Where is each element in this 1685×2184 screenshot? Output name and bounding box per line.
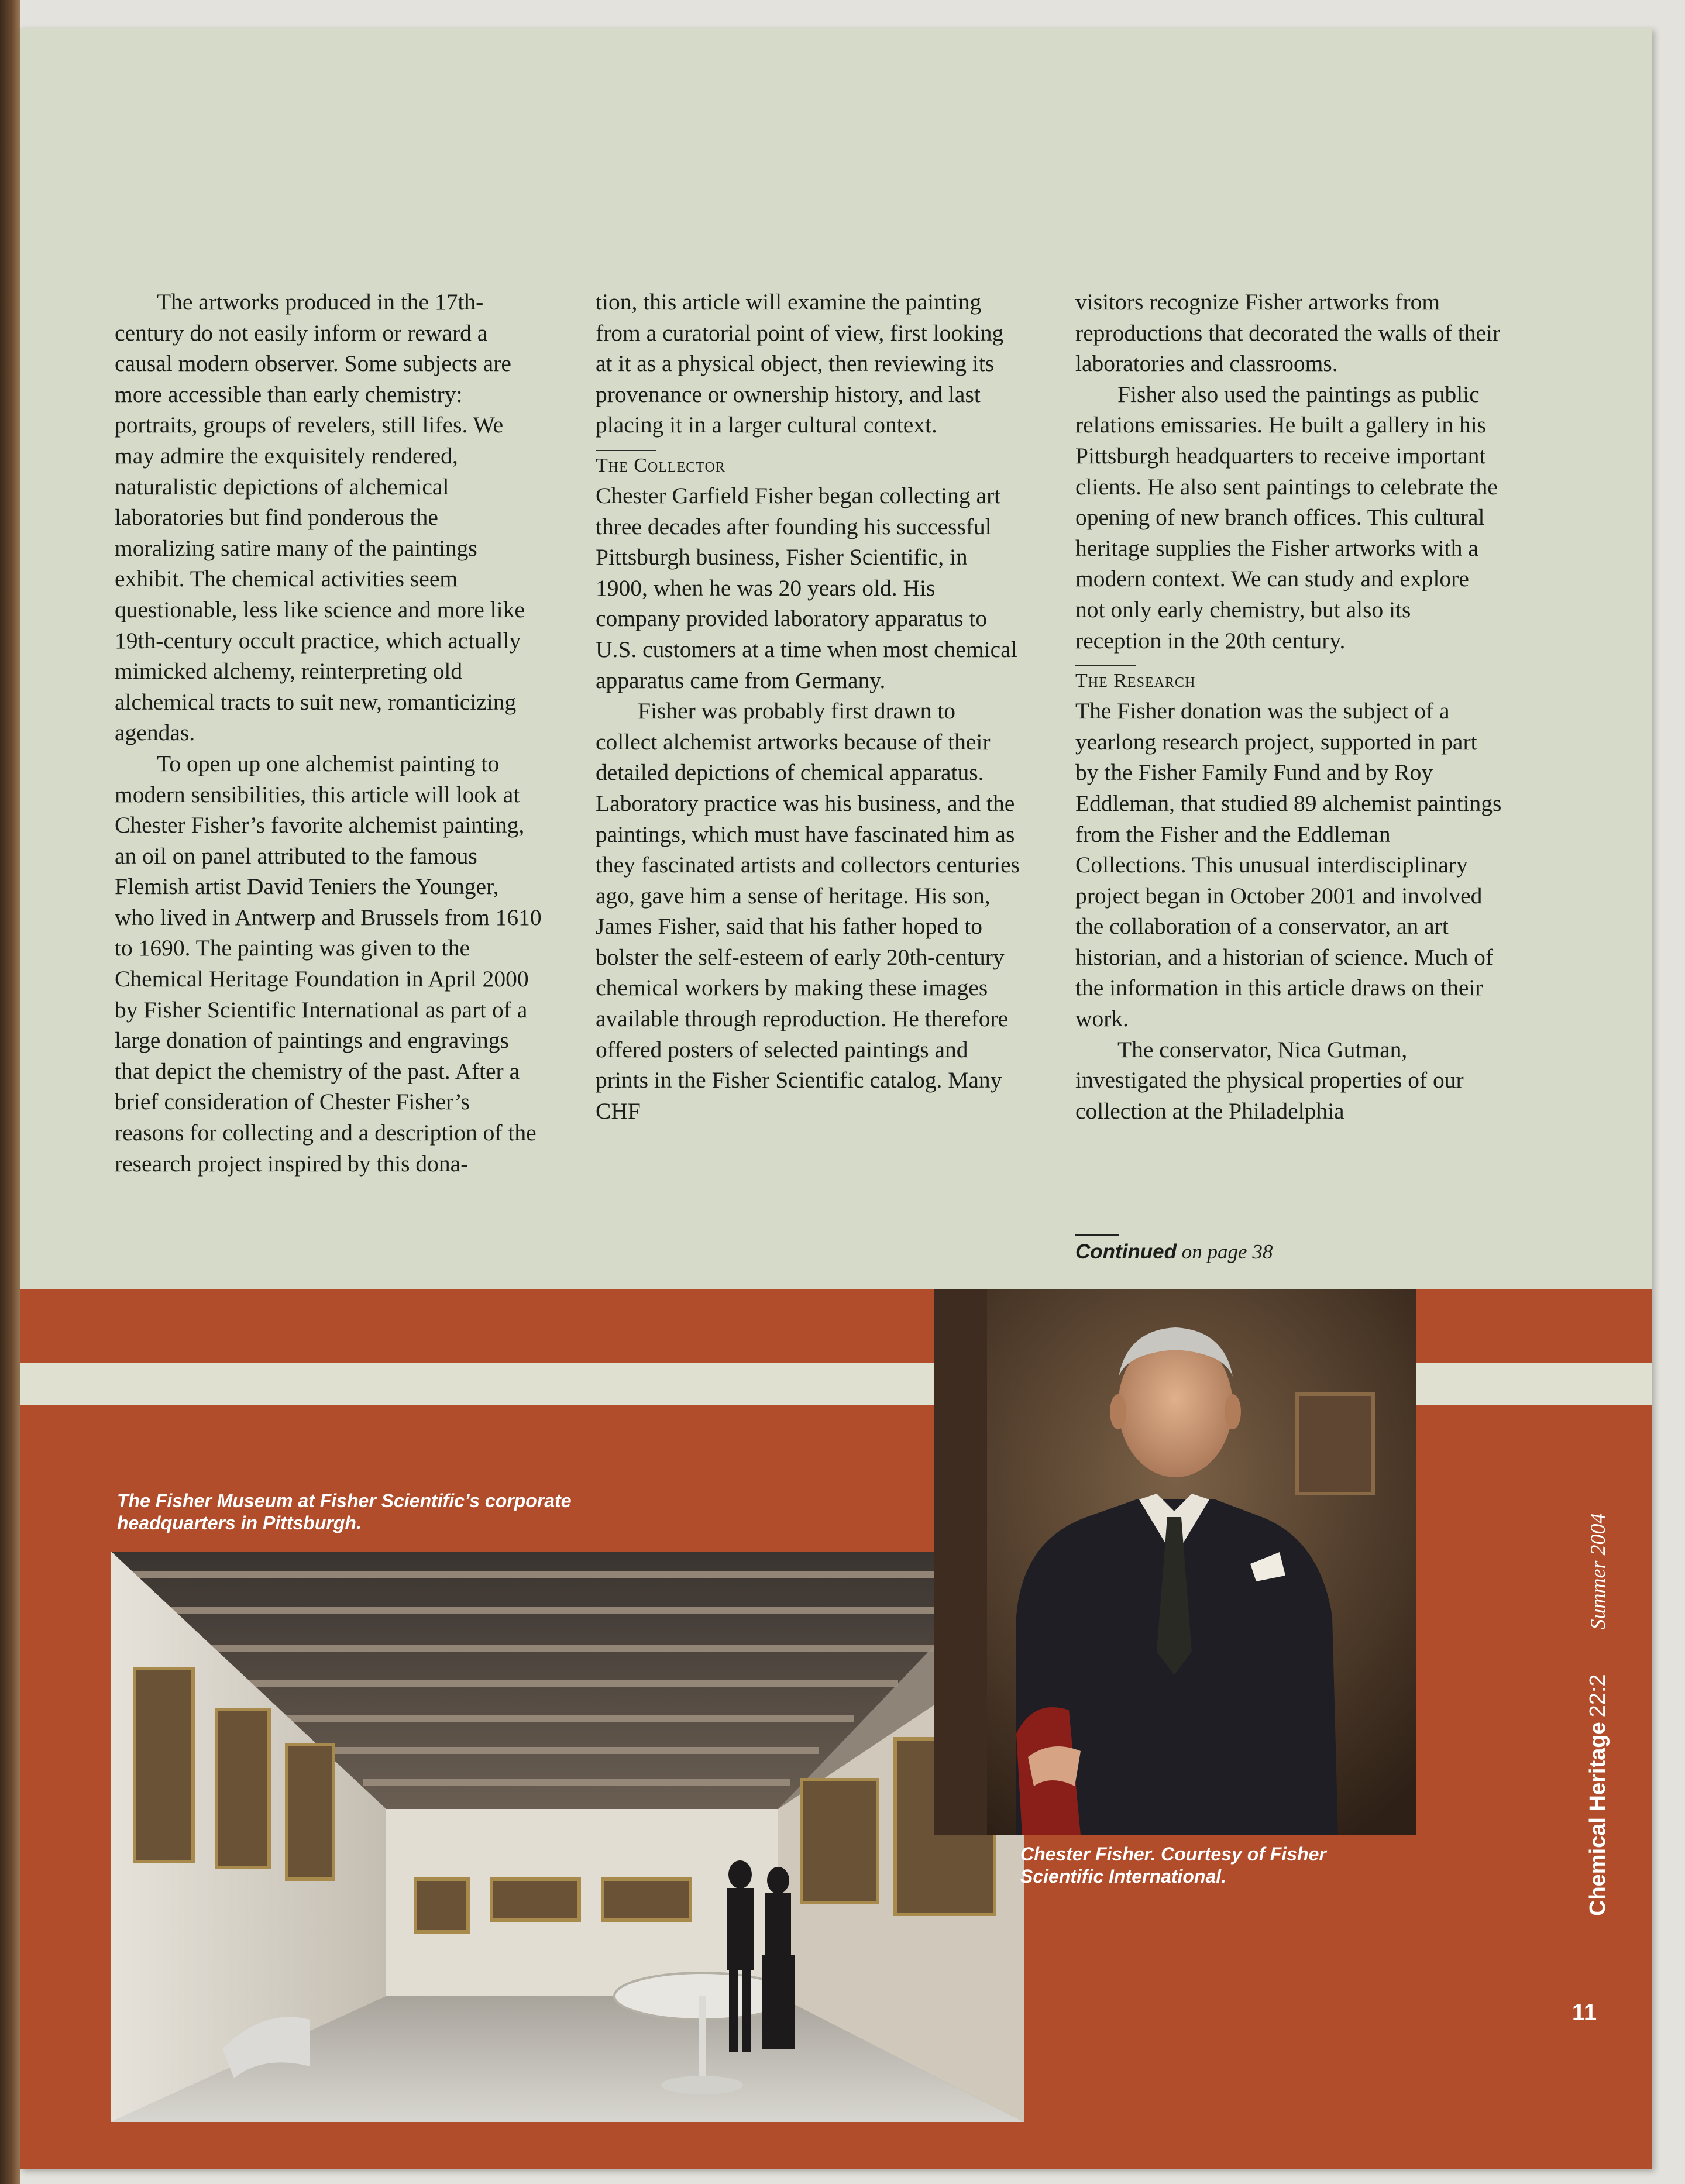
paragraph: Fisher also used the paintings as public relations emissaries. He built a gallery in his Pittsburgh headquarters to receive important clients. He also sent paintings to celebrate the opening of new branch offices. This cultural heritage supplies the Fisher artworks with a modern context. We can study and explore not only early chemistry, but also its reception in the 20th century. bbox=[1075, 381, 1498, 654]
paragraph: The conservator, Nica Gutman, investigated the physical properties of our collection at the Philadelphia bbox=[1075, 1036, 1464, 1124]
text-column-1 bbox=[115, 287, 542, 1179]
continued-note bbox=[1075, 1240, 1273, 1264]
section-heading-research: The Research bbox=[1075, 670, 1196, 692]
paragraph: visitors recognize Fisher artworks from reproductions that decorated the walls of their laboratories and classrooms. bbox=[1075, 289, 1501, 377]
issue-season: Summer 2004 bbox=[1586, 1513, 1610, 1630]
volume-number: 22:2 bbox=[1586, 1674, 1610, 1718]
running-footer bbox=[1586, 1513, 1611, 1916]
text-column-2 bbox=[596, 287, 1023, 1126]
museum-gallery-photo bbox=[111, 1552, 1024, 2122]
facing-page-edge bbox=[0, 0, 20, 2184]
museum-photo-caption: The Fisher Museum at Fisher Scientific’s corporate headquarters in Pittsburgh. bbox=[117, 1490, 572, 1533]
paragraph: To open up one alchemist painting to modern sensibilities, this article will look at Chester Fisher’s favorite alchemist painting, an oil on panel attributed to the famous Flemish artist David Teniers the Younger, who lived in Antwerp and Brussels from 1610 to 1690. The painting was given to the Chemical Heritage Foundation in April 2000 by Fisher Scientific International as part of a large donation of paintings and engravings that depict the chemistry of the past. After a brief consideration of Chester Fisher’s reasons for collecting and a description of the research project inspired by this dona- bbox=[115, 750, 542, 1177]
journal-name: Chemical Heritage bbox=[1586, 1722, 1610, 1916]
paragraph: The Fisher donation was the subject of a yearlong research project, supported in part by the Fisher Family Fund and by Roy Eddleman, that studied 89 alchemist paintings from the Fisher and the Eddleman Collections. This unusual interdisciplinary project began in October 2001 and involved the collaboration of a conservator, an art historian, and a historian of science. Much of the information in this article draws on their work. bbox=[1075, 698, 1502, 1032]
text-column-3 bbox=[1075, 287, 1502, 1126]
section-heading-collector: The Collector bbox=[596, 454, 725, 476]
paragraph: Chester Garfield Fisher began collecting art three decades after founding his successful Pittsburgh business, Fisher Scientific, in 1900, when he was 20 years old. His company provided laboratory apparatus to U.S. customers at a time when most chemical apparatus came from Germany. bbox=[596, 482, 1017, 693]
portrait-caption: Chester Fisher. Courtesy of Fisher Scientific International. bbox=[1020, 1843, 1326, 1887]
continued-page-ref: on page 38 bbox=[1181, 1240, 1273, 1263]
paragraph: Fisher was probably first drawn to collect alchemist artworks because of their detailed depictions of chemical apparatus. Laboratory practice was his business, and the paintings, which must have fascinated him as they fascinated artists and collectors centuries ago, gave him a sense of heritage. His son, James Fisher, said that his father hoped to bolster the self-esteem of early 20th-century chemical workers by making these images available through reproduction. He therefore offered posters of selected paintings and prints in the Fisher Scientific catalog. Many CHF bbox=[596, 698, 1020, 1124]
page-number: 11 bbox=[1571, 2000, 1597, 2025]
continued-rule bbox=[1075, 1234, 1119, 1236]
continued-label: Continued bbox=[1075, 1240, 1177, 1263]
chester-fisher-portrait bbox=[934, 1289, 1416, 1835]
paragraph: tion, this article will examine the painting from a curatorial point of view, first looking at it as a physical object, then reviewing its provenance or ownership history, and last placing it in a larger cultural context. bbox=[596, 289, 1004, 438]
paragraph: The artworks produced in the 17th-century do not easily inform or reward a causal modern observer. Some subjects are more accessible than early chemistry: portraits, groups of revelers, still lifes. We may admire the exquisitely rendered, naturalistic depictions of alchemical laboratories but find ponderous the moralizing satire many of the paintings exhibit. The chemical activities seem questionable, less like science and more like 19th-century occult practice, which actually mimicked alchemy, reinterpreting old alchemical tracts to suit new, romanticizing agendas. bbox=[115, 289, 525, 746]
